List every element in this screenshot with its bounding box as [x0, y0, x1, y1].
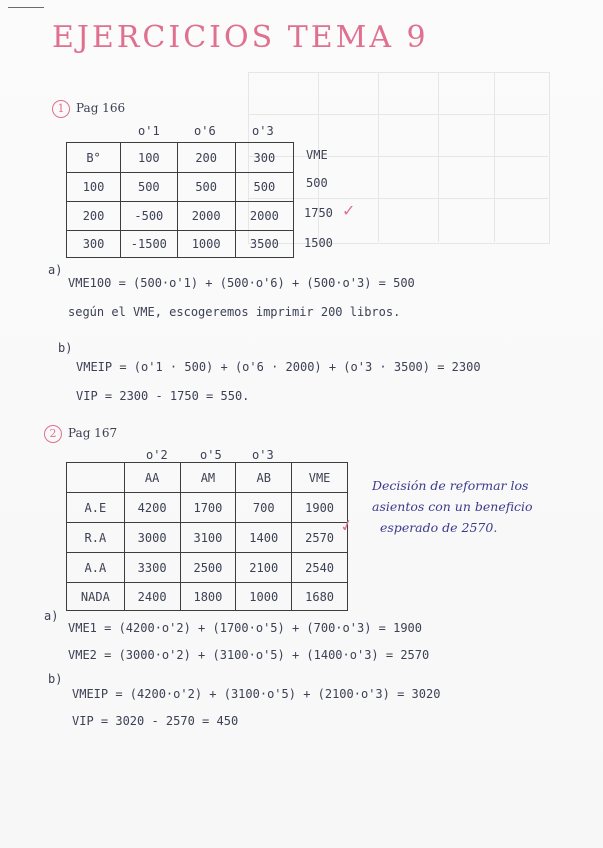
table-header-cell — [67, 463, 125, 493]
table-cell: 2570 — [292, 523, 348, 553]
bleed-through-line — [378, 72, 379, 242]
table-cell: 2100 — [236, 553, 292, 583]
prob-label: o'3 — [252, 448, 274, 462]
table-cell: 200 — [67, 202, 121, 231]
conclusion-line: según el VME, escogeremos imprimir 200 libros. — [68, 305, 401, 319]
table-header-cell: AM — [180, 463, 236, 493]
formula-line: VMEIP = (4200·o'2) + (3100·o'5) + (2100·o'3) = 3020 — [72, 687, 441, 701]
prob-label: o'5 — [200, 448, 222, 462]
table-cell: 700 — [236, 493, 292, 523]
table-row — [67, 493, 348, 523]
prob-label: o'6 — [194, 124, 216, 138]
formula-line: VME2 = (3000·o'2) + (3100·o'5) + (1400·o'3) = 2570 — [68, 648, 430, 662]
table-cell: 300 — [235, 143, 293, 173]
table-header-row — [67, 463, 348, 493]
table-cell: 1680 — [292, 583, 348, 611]
note-line: esperado de 2570. — [380, 520, 498, 535]
table-cell: NADA — [67, 583, 125, 611]
section-2-page-ref: Pag 167 — [68, 426, 118, 440]
table-cell: 3500 — [235, 231, 293, 258]
section-1-page-ref: Pag 166 — [76, 101, 126, 115]
table-cell: 1800 — [180, 583, 236, 611]
prob-label: o'3 — [252, 124, 274, 138]
section-2-heading — [44, 425, 117, 443]
formula-line: VIP = 2300 - 1750 = 550. — [76, 389, 250, 403]
table-row — [67, 231, 294, 258]
table-cell: 100 — [121, 143, 177, 173]
table-cell: 3300 — [124, 553, 180, 583]
bleed-through-line — [248, 114, 548, 115]
table-cell: 2400 — [124, 583, 180, 611]
payoff-table-2 — [66, 462, 348, 611]
formula-line: VME100 = (500·o'1) + (500·o'6) + (500·o'3) = 500 — [68, 276, 415, 290]
section-1-heading — [52, 100, 125, 118]
part-b-label: b) — [48, 672, 63, 686]
note-line: Decisión de reformar los — [372, 478, 529, 493]
table-cell: 3100 — [180, 523, 236, 553]
table-cell: 1900 — [292, 493, 348, 523]
checkmark-icon: ✓ — [337, 514, 356, 537]
table-cell: R.A — [67, 523, 125, 553]
table-row — [67, 143, 294, 173]
bleed-through-line — [494, 72, 495, 242]
table-header-cell: VME — [292, 463, 348, 493]
table-cell: 3000 — [124, 523, 180, 553]
table-cell: 100 — [67, 173, 121, 202]
table-cell: A.E — [67, 493, 125, 523]
table-header-cell: AA — [124, 463, 180, 493]
page-title: EJERCICIOS TEMA 9 — [52, 20, 429, 55]
part-b-label: b) — [58, 341, 73, 355]
table-cell: 300 — [67, 231, 121, 258]
vme-value: 1750 — [304, 206, 333, 220]
table-cell: 2000 — [177, 202, 235, 231]
top-rule — [8, 7, 44, 8]
section-2-number: 2 — [44, 425, 62, 443]
part-a-label: a) — [44, 609, 59, 623]
formula-line: VMEIP = (o'1 · 500) + (o'6 · 2000) + (o'3 · 3500) = 2300 — [76, 360, 481, 374]
table-cell: 500 — [177, 173, 235, 202]
table-cell: 1000 — [177, 231, 235, 258]
table-row — [67, 583, 348, 611]
formula-line: VIP = 3020 - 2570 = 450 — [72, 714, 239, 728]
table-row — [67, 202, 294, 231]
table-cell: 2500 — [180, 553, 236, 583]
table-cell: 4200 — [124, 493, 180, 523]
table-cell: 500 — [235, 173, 293, 202]
table-cell: 2000 — [235, 202, 293, 231]
table-cell: 2540 — [292, 553, 348, 583]
prob-label: o'2 — [146, 448, 168, 462]
table-cell: A.A — [67, 553, 125, 583]
section-1-number: 1 — [52, 100, 70, 118]
note-line: asientos con un beneficio — [372, 499, 533, 514]
table-cell: 200 — [177, 143, 235, 173]
table-cell: B° — [67, 143, 121, 173]
payoff-table-1 — [66, 142, 294, 258]
table-cell: 1000 — [236, 583, 292, 611]
vme-value: 1500 — [304, 236, 333, 250]
part-a-label: a) — [48, 263, 63, 277]
vme-value: 500 — [306, 176, 328, 190]
table-cell: -500 — [121, 202, 177, 231]
table-cell: 1400 — [236, 523, 292, 553]
table-header-cell: AB — [236, 463, 292, 493]
formula-line: VME1 = (4200·o'2) + (1700·o'5) + (700·o'3) = 1900 — [68, 621, 423, 635]
table-cell: 500 — [121, 173, 177, 202]
table-cell: 1700 — [180, 493, 236, 523]
decision-note — [372, 478, 533, 535]
bleed-through-line — [438, 72, 439, 242]
table-row — [67, 173, 294, 202]
table-row — [67, 553, 348, 583]
table-row — [67, 523, 348, 553]
checkmark-icon: ✓ — [342, 201, 356, 220]
table-cell: -1500 — [121, 231, 177, 258]
prob-label: o'1 — [138, 124, 160, 138]
vme-header: VME — [306, 148, 328, 162]
